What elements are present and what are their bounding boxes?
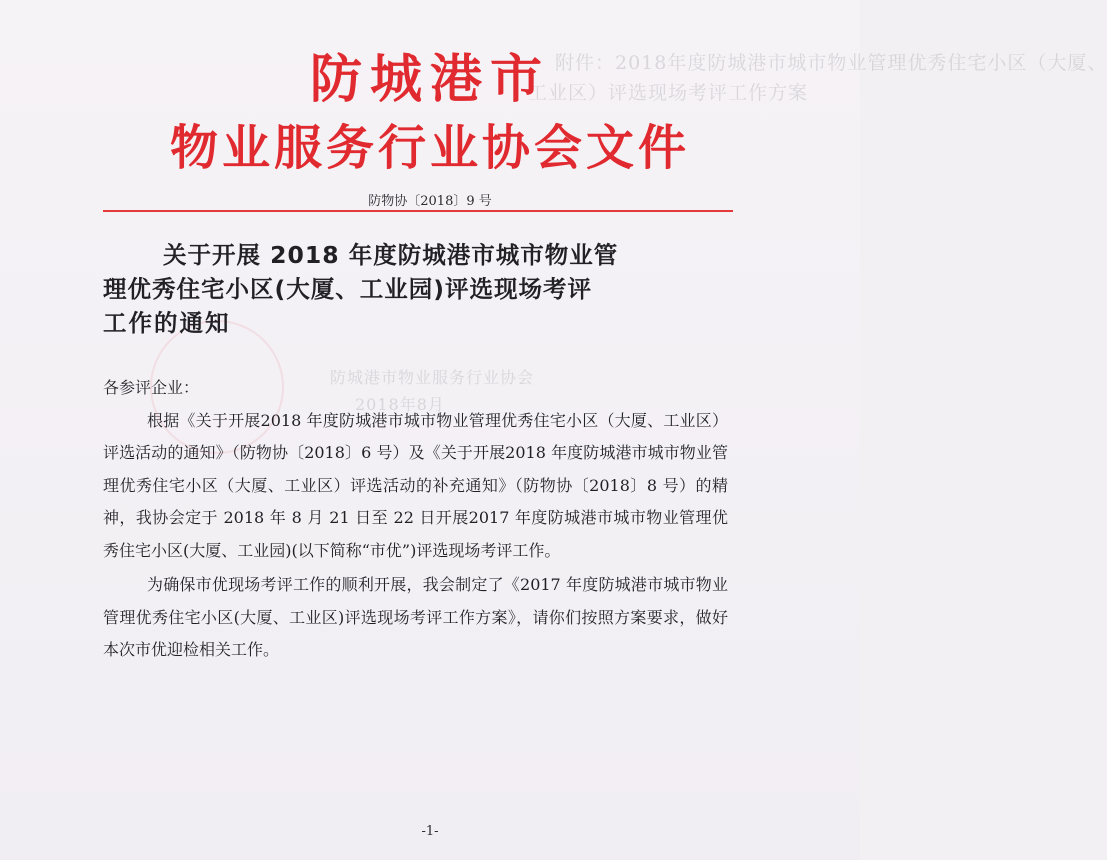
document-body (103, 372, 728, 667)
red-divider-rule (103, 210, 733, 212)
header-association-name: 物业服务行业协会文件 (169, 120, 690, 176)
body-paragraph-2: 为确保市优现场考评工作的顺利开展，我会制定了《2017 年度防城港市城市物业管理优秀住宅小区(大厦、工业区)评选现场考评工作方案》，请你们按照方案要求，做好本次市优迎检相关工作。 (103, 575, 728, 659)
title-line-1: 关于开展 2018 年度防城港市城市物业管 (163, 241, 619, 269)
bleed-through-line-1: 附件：2018年度防城港市城市物业管理优秀住宅小区（大厦、 (555, 52, 1107, 74)
salutation: 各参评企业： (103, 378, 200, 397)
page-number: -1- (421, 824, 439, 839)
header-city-name: 防城港市 (309, 50, 550, 110)
bleed-through-line-2: 工业区）评选现场考评工作方案 (528, 82, 809, 104)
bleed-through-line-4: 2018年8月 (355, 395, 445, 414)
document-number: 防物协〔2018〕9 号 (368, 194, 492, 209)
bleed-through-line-3: 防城港市物业服务行业协会 (330, 368, 535, 387)
document-title (103, 238, 733, 340)
title-line-2: 理优秀住宅小区(大厦、工业园)评选现场考评 (103, 275, 592, 303)
body-paragraph-1: 根据《关于开展2018 年度防城港市城市物业管理优秀住宅小区（大厦、工业区）评选活动的通知》（防物协〔2018〕6 号）及《关于开展2018 年度防城港市城市物业管理优秀住宅小区（大厦、工业区）评选活动的补充通知》（防物协〔2018〕8 号）的精神，我协会定于 2018 年 8 月 21 日至 22 日开展2017 年度防城港市城市物业管理优秀住宅小区(大厦、工业园)(以下简称“市优”)评选现场考评工作。 (103, 410, 728, 560)
title-line-3: 工作的通知 (103, 309, 231, 337)
